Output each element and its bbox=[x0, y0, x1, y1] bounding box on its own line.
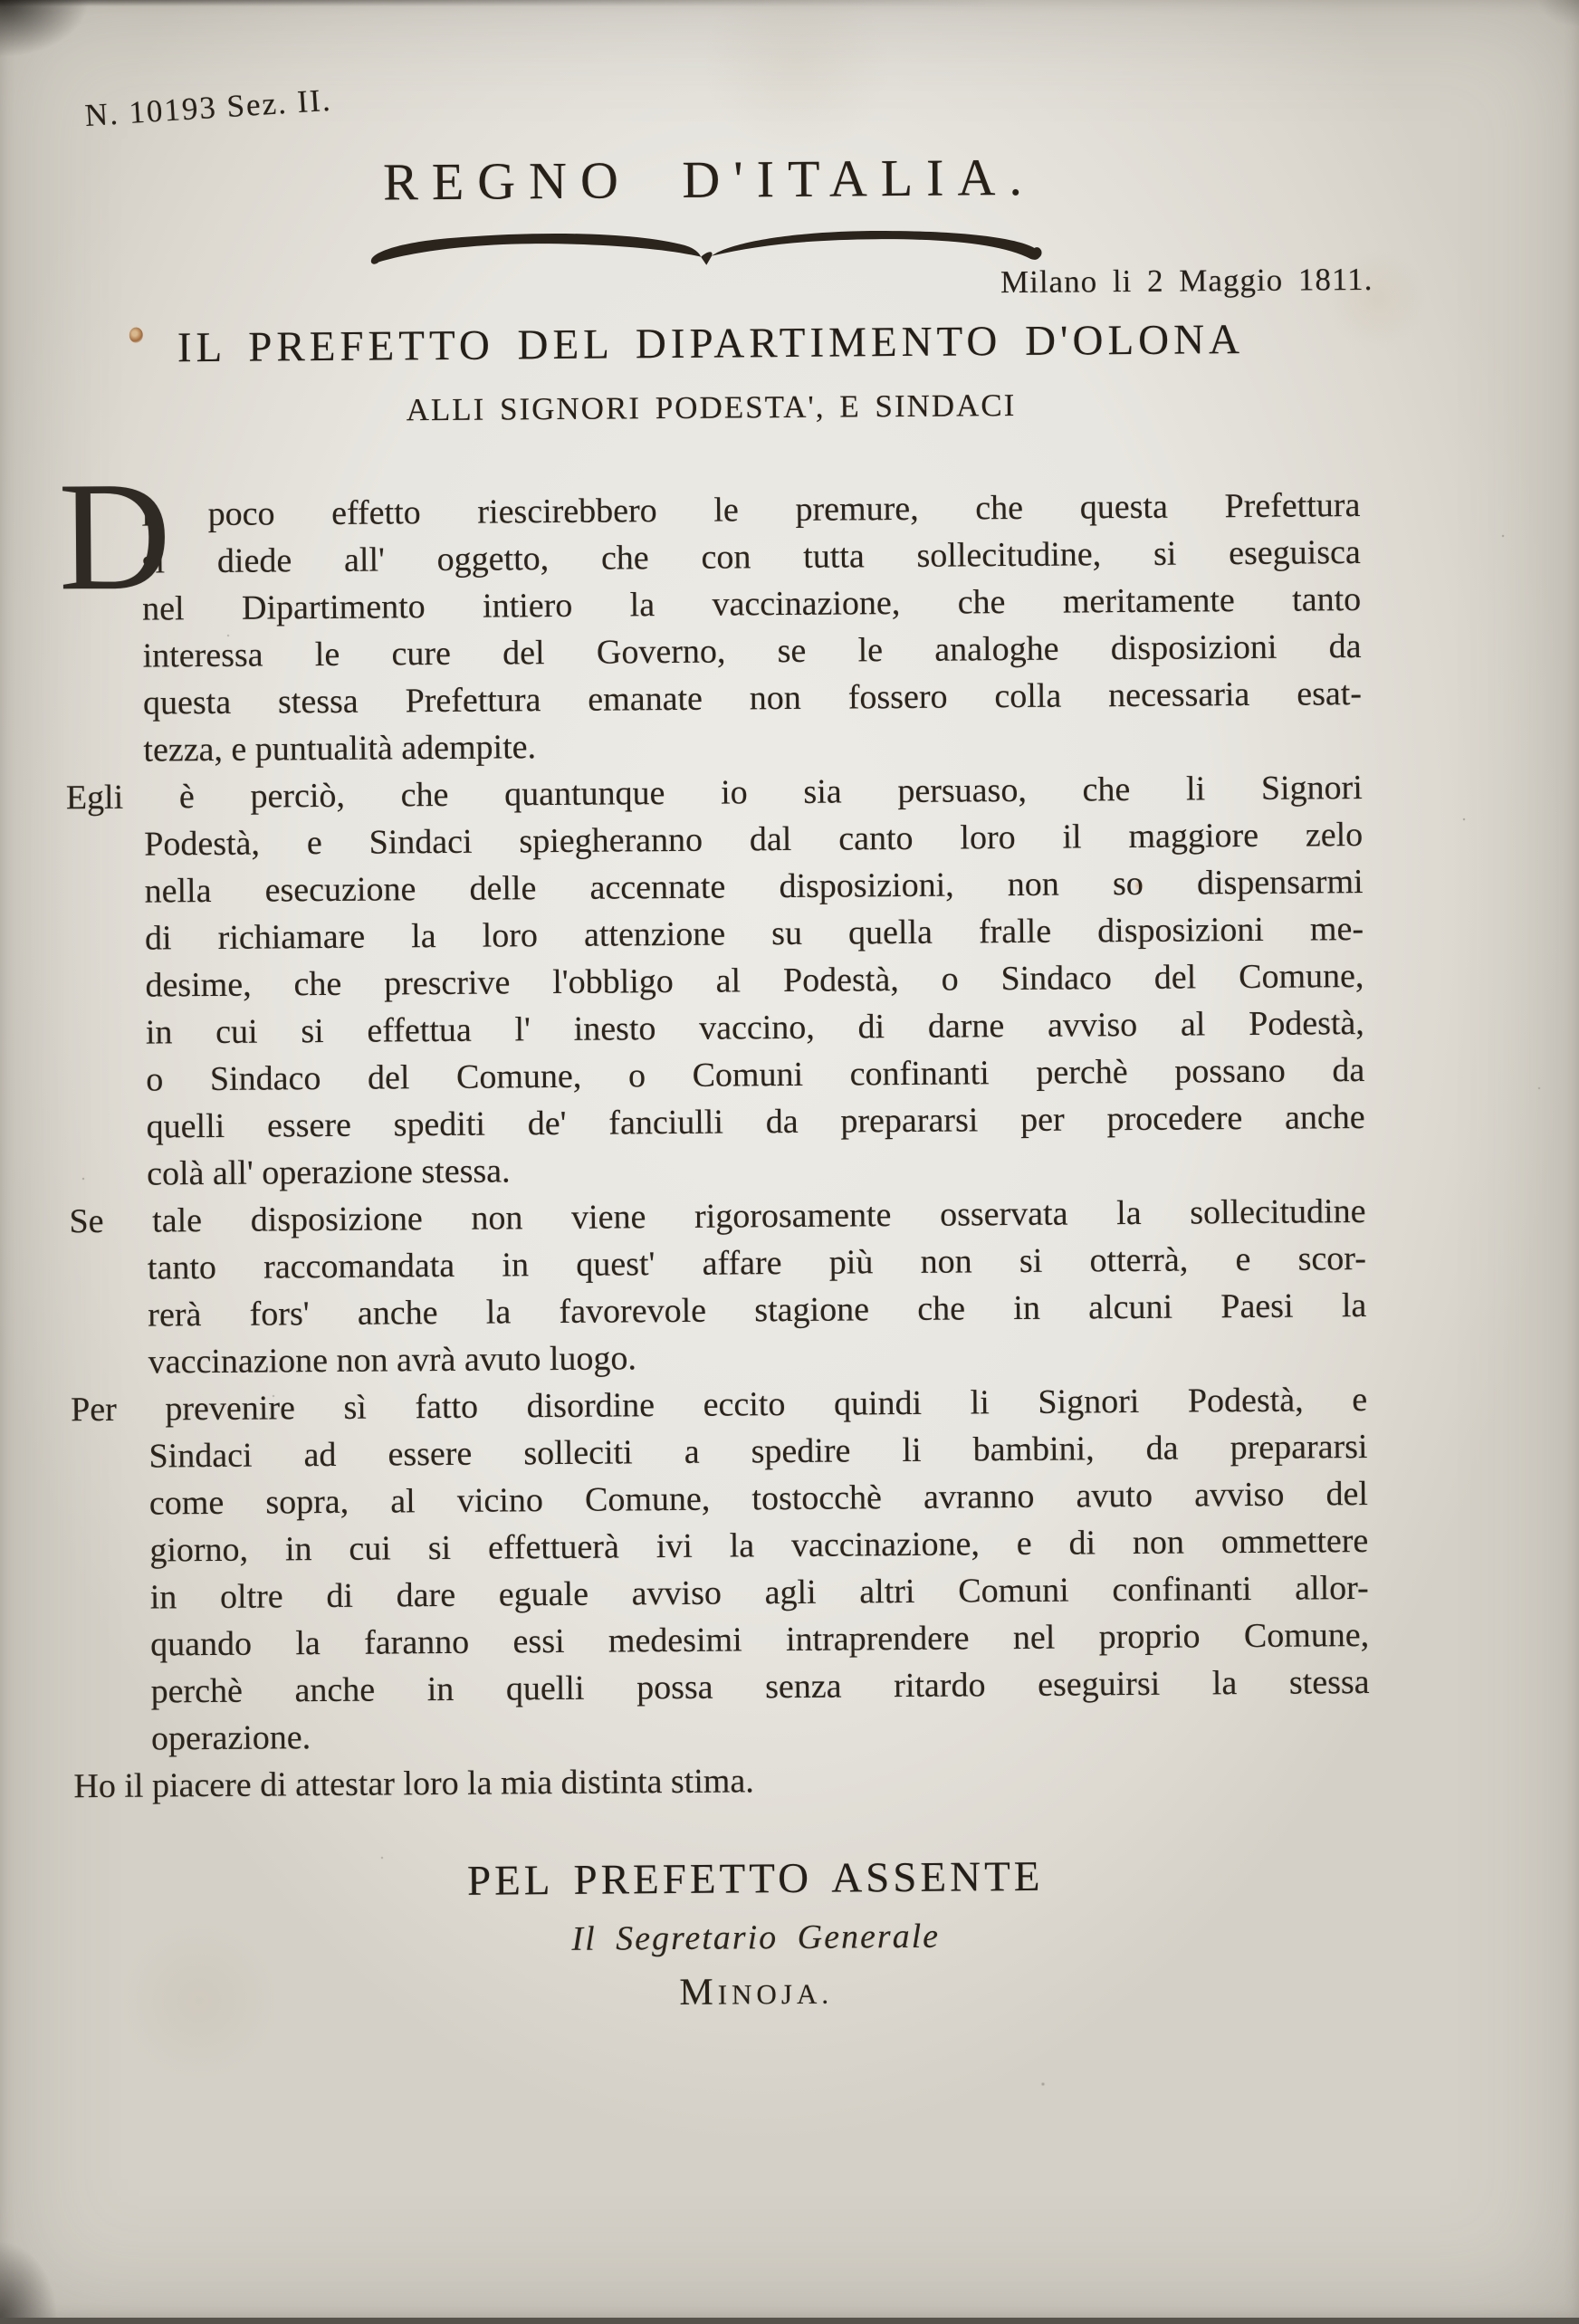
signature-role-line: Il Segretario Generale bbox=[571, 1917, 941, 1958]
paragraph bbox=[73, 1753, 1370, 1810]
body-line: questa stessa Prefettura emanate non fossero colla necessaria esat- bbox=[142, 674, 1363, 722]
body-line: giorno, in cui si effettuerà ivi la vaccinazione, e di non ommettere bbox=[149, 1521, 1369, 1570]
body-line: colà all' operazione stessa. bbox=[146, 1152, 511, 1193]
body-line: rerà fors' anche la favorevole stagione che in alcuni Paesi la bbox=[148, 1286, 1367, 1334]
body-line: Ho il piacere di attestar loro la mia distinta stima. bbox=[73, 1762, 754, 1806]
body-line: Per prevenire sì fatto disordine eccito quindi li Signori Podestà, e bbox=[70, 1380, 1368, 1430]
paragraph bbox=[69, 1188, 1367, 1386]
body-line: Egli è perciò, che quantunque io sia persuaso, che li Signori bbox=[65, 769, 1363, 818]
body-line: desime, che prescrive l'obbligo al Podestà, o Sindaco del Comune, bbox=[145, 957, 1364, 1005]
decorative-swash-rule bbox=[366, 226, 1054, 272]
signature-block bbox=[107, 1850, 1404, 2019]
body-line: o Sindaco del Comune, o Comuni confinanti perchè possano da bbox=[146, 1051, 1365, 1099]
body-line: Podestà, e Sindaci spiegheranno dal canto loro il maggiore zelo bbox=[144, 816, 1364, 864]
paper-stain-dot bbox=[129, 328, 143, 343]
body-line: quando la faranno essi medesimi intraprendere nel proprio Comune, bbox=[150, 1615, 1370, 1664]
dateline: Milano li 2 Maggio 1811. bbox=[1000, 261, 1373, 301]
body-line: Se tale disposizione non viene rigorosamente osservata la sollecitudine bbox=[69, 1192, 1366, 1241]
body-line: tezza, e puntualità adempite. bbox=[143, 728, 537, 770]
signature-capacity-line: PEL PREFETTO ASSENTE bbox=[466, 1852, 1044, 1905]
body-line: Sindaci ad essere solleciti a spedire li bambini, da prepararsi bbox=[148, 1427, 1368, 1476]
body-line: di richiamare la loro attenzione su quella fralle disposizioni me- bbox=[144, 910, 1364, 958]
drop-cap-initial: D bbox=[57, 450, 172, 624]
body-line: in oltre di dare eguale avviso agli altri Comuni confinanti allor- bbox=[149, 1568, 1369, 1617]
issuer-heading: IL PREFETTO DEL DIPARTIMENTO D'OLONA bbox=[177, 316, 1245, 372]
body-line: vaccinazione non avrà avuto luogo. bbox=[148, 1339, 637, 1382]
body-line: come sopra, al vicino Comune, tostocchè avranno avuto avviso del bbox=[148, 1474, 1369, 1523]
body-text bbox=[57, 450, 1370, 1810]
body-line: nella esecuzione delle accennate disposizioni, non so dispensarmi bbox=[144, 863, 1364, 911]
body-line: interessa le cure del Governo, se le analoghe disposizioni da bbox=[142, 627, 1362, 675]
addressee-heading: ALLI SIGNORI PODESTA', E SINDACI bbox=[406, 387, 1017, 428]
body-line: in cui si effettua l' inesto vaccino, di darne avviso al Podestà, bbox=[145, 1004, 1365, 1052]
text-column bbox=[57, 0, 1374, 2323]
paragraph bbox=[66, 764, 1366, 1198]
body-line: nel Dipartimento intiero la vaccinazione, che meritamente tanto bbox=[142, 580, 1362, 628]
body-line: tanto raccomandata in quest' affare più non si otterrà, e scor- bbox=[147, 1239, 1367, 1287]
paragraph bbox=[63, 482, 1362, 774]
body-line: si diede all' oggetto, che con tutta sollecitudine, si eseguisca bbox=[141, 533, 1361, 581]
body-line: operazione. bbox=[150, 1718, 311, 1758]
paragraph bbox=[71, 1376, 1370, 1763]
body-line: quelli essere spediti de' fanciulli da prepararsi per procedere anche bbox=[146, 1098, 1365, 1146]
signature-name: MINOJA. bbox=[679, 1971, 834, 2013]
document-title: REGNO D'ITALIA. bbox=[382, 147, 1037, 212]
body-line: perchè anche in quelli possa senza ritardo eseguirsi la stessa bbox=[150, 1662, 1370, 1711]
reference-number: N. 10193 Sez. II. bbox=[83, 81, 333, 134]
body-line: i poco effetto riescirebbero le premure, che questa Prefettura bbox=[141, 486, 1361, 534]
